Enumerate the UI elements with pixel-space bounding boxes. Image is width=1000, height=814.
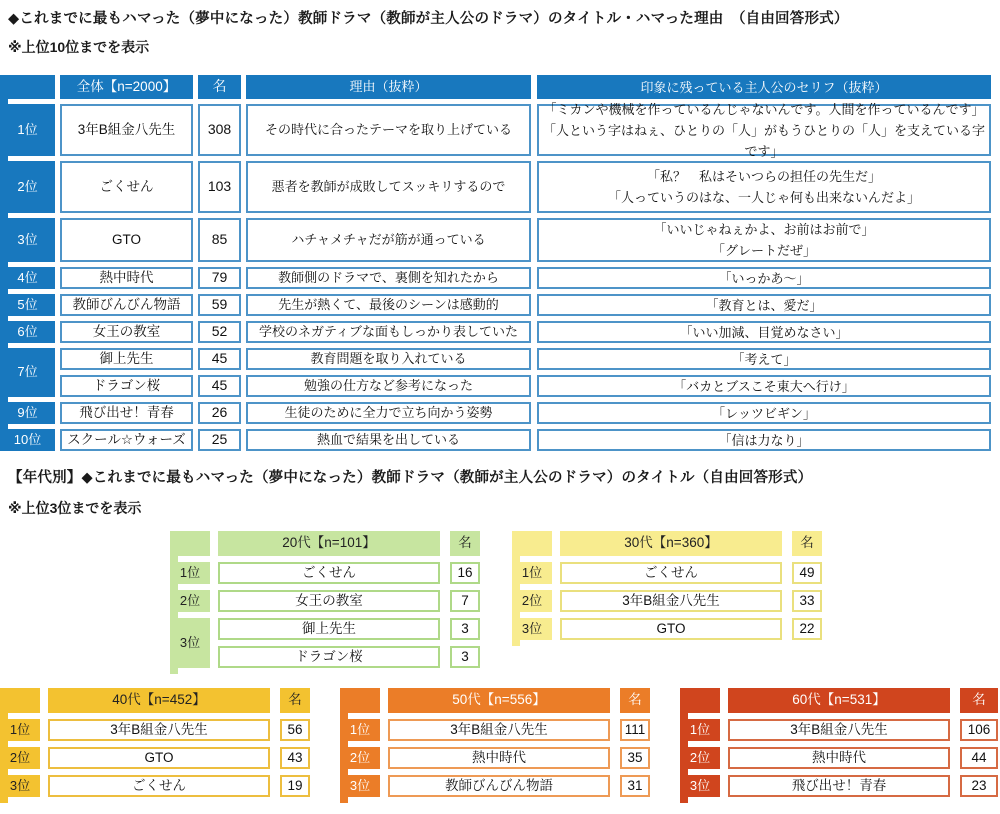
quote-cell xyxy=(537,267,991,289)
count-column-header: 名 xyxy=(960,688,998,713)
title-cell: GTO xyxy=(560,618,782,640)
quote-line: 「信は力なり」 xyxy=(718,432,810,448)
count-cell: 79 xyxy=(198,267,241,289)
quote-cell xyxy=(537,429,991,451)
table-row xyxy=(0,775,310,797)
quote-line: 「グレートだぜ」 xyxy=(711,243,816,258)
rank-column-header xyxy=(0,75,55,99)
count-cell: 22 xyxy=(792,618,822,640)
count-cell: 25 xyxy=(198,429,241,451)
title-cell: 御上先生 xyxy=(218,618,440,640)
rank-cell: 3位 xyxy=(170,618,210,668)
title-cell: スクール☆ウォーズ xyxy=(60,429,193,451)
rank-cell: 2位 xyxy=(170,590,210,612)
rank-cell: 2位 xyxy=(512,590,552,612)
count-cell: 19 xyxy=(280,775,310,797)
title-cell: 3年B組金八先生 xyxy=(48,719,270,741)
count-cell: 23 xyxy=(960,775,998,797)
group-column-header: 60代【n=531】 xyxy=(728,688,950,713)
title-cell: 3年B組金八先生 xyxy=(388,719,610,741)
tied-rank-rowgroup xyxy=(0,348,993,397)
quote-cell xyxy=(537,294,991,316)
header-row xyxy=(340,688,650,713)
table-row xyxy=(60,375,991,397)
rank-cell: 1位 xyxy=(0,104,55,156)
reason-cell: 生徒のために全力で立ち向かう姿勢 xyxy=(246,402,531,424)
table-row xyxy=(60,348,991,370)
title-cell: 御上先生 xyxy=(60,348,193,370)
count-cell: 85 xyxy=(198,218,241,262)
title-cell: 3年B組金八先生 xyxy=(60,104,193,156)
reason-cell: 教育問題を取り入れている xyxy=(246,348,531,370)
count-cell: 59 xyxy=(198,294,241,316)
rank-cell: 1位 xyxy=(512,562,552,584)
section1-note: ※上位10位までを表示 xyxy=(8,39,150,55)
rank-cell: 5位 xyxy=(0,294,55,316)
rank-cell: 2位 xyxy=(0,747,40,769)
group-column-header: 40代【n=452】 xyxy=(48,688,270,713)
count-cell: 31 xyxy=(620,775,650,797)
rank-cell: 3位 xyxy=(340,775,380,797)
rank-cell: 3位 xyxy=(680,775,720,797)
table-row xyxy=(218,618,480,640)
table-row xyxy=(680,747,998,769)
count-cell: 45 xyxy=(198,348,241,370)
reason-cell: その時代に合ったテーマを取り上げている xyxy=(246,104,531,156)
table-row xyxy=(0,294,993,316)
reason-cell: ハチャメチャだが筋が通っている xyxy=(246,218,531,262)
table-row xyxy=(340,775,650,797)
count-column-header: 名 xyxy=(198,75,241,99)
table-row xyxy=(0,101,993,159)
rank-cell: 1位 xyxy=(340,719,380,741)
count-cell: 7 xyxy=(450,590,480,612)
title-cell: ごくせん xyxy=(60,161,193,213)
count-cell: 106 xyxy=(960,719,998,741)
group-column-header: 30代【n=360】 xyxy=(560,531,782,556)
title-cell: 3年B組金八先生 xyxy=(560,590,782,612)
rank-cell: 7位 xyxy=(0,348,55,397)
count-cell: 52 xyxy=(198,321,241,343)
reason-cell: 熱血で結果を出している xyxy=(246,429,531,451)
reason-cell: 教師側のドラマで、裏側を知れたから xyxy=(246,267,531,289)
rank-cell: 2位 xyxy=(340,747,380,769)
title-cell: GTO xyxy=(60,218,193,262)
age50-ranking-table xyxy=(340,688,650,803)
title-cell: 飛び出せ！青春 xyxy=(728,775,950,797)
section2-note: ※上位3位までを表示 xyxy=(8,500,142,516)
table-row xyxy=(512,562,822,584)
quote-cell xyxy=(537,348,991,370)
count-cell: 43 xyxy=(280,747,310,769)
quote-line: 「人っていうのはな、一人じゃ何も出来ないんだよ」 xyxy=(607,190,920,205)
quote-line: 「いっかあ～」 xyxy=(718,270,810,286)
reason-cell: 悪者を教師が成敗してスッキリするので xyxy=(246,161,531,213)
header-row xyxy=(0,688,310,713)
quote-line: 「レッツビギン」 xyxy=(712,405,816,421)
section2-title: 【年代別】◆これまでに最もハマった（夢中になった）教師ドラマ（教師が主人公のドラマ）のタイトル（自由回答形式） xyxy=(8,470,813,486)
section1-title: ◆これまでに最もハマった（夢中になった）教師ドラマ（教師が主人公のドラマ）のタイトル・ハマった理由 （自由回答形式） xyxy=(8,11,849,27)
count-cell: 56 xyxy=(280,719,310,741)
count-column-header: 名 xyxy=(620,688,650,713)
count-cell: 3 xyxy=(450,618,480,640)
rank-column-header xyxy=(340,688,380,713)
quote-cell xyxy=(537,402,991,424)
quote-cell xyxy=(537,101,991,159)
table-row xyxy=(0,429,993,451)
table-row xyxy=(170,590,480,612)
reason-cell: 学校のネガティブな面もしっかり表していた xyxy=(246,321,531,343)
header-row xyxy=(0,75,993,99)
age30-ranking-table xyxy=(512,531,822,646)
quote-line: 「いい加減、目覚めなさい」 xyxy=(679,324,849,340)
age40-ranking-table xyxy=(0,688,310,803)
quote-line: 「考えて」 xyxy=(731,351,797,367)
title-cell: 熱中時代 xyxy=(388,747,610,769)
table-row xyxy=(512,590,822,612)
table-row xyxy=(218,646,480,668)
table-row xyxy=(680,719,998,741)
rank-cell: 4位 xyxy=(0,267,55,289)
rank-column-header xyxy=(0,688,40,713)
count-cell: 111 xyxy=(620,719,650,741)
quote-cell xyxy=(537,218,991,262)
rank-cell: 9位 xyxy=(0,402,55,424)
rank-cell: 3位 xyxy=(512,618,552,640)
title-cell: 教師びんびん物語 xyxy=(60,294,193,316)
quote-line: 「いいじゃねぇかよ、お前はお前で」 xyxy=(653,222,875,237)
rank-cell: 3位 xyxy=(0,218,55,262)
count-cell: 308 xyxy=(198,104,241,156)
group-column-header: 50代【n=556】 xyxy=(388,688,610,713)
rank-cell: 6位 xyxy=(0,321,55,343)
quote-line: 「ミカンや機械を作っているんじゃないんです。人間を作っているんです」 xyxy=(543,101,985,117)
table-row xyxy=(0,218,993,262)
reason-column-header: 理由（抜粋） xyxy=(246,75,531,99)
reason-cell: 先生が熱くて、最後のシーンは感動的 xyxy=(246,294,531,316)
group-column-header: 20代【n=101】 xyxy=(218,531,440,556)
rank-cell: 3位 xyxy=(0,775,40,797)
quote-cell xyxy=(537,375,991,397)
overall-ranking-table xyxy=(0,75,993,451)
table-row xyxy=(512,618,822,640)
title-cell: 飛び出せ！青春 xyxy=(60,402,193,424)
quote-cell xyxy=(537,161,991,213)
rank-column-header xyxy=(512,531,552,556)
rank-cell: 2位 xyxy=(0,161,55,213)
table-row xyxy=(0,267,993,289)
count-cell: 3 xyxy=(450,646,480,668)
quote-cell xyxy=(537,321,991,343)
count-cell: 45 xyxy=(198,375,241,397)
rank-cell: 1位 xyxy=(170,562,210,584)
title-cell: ドラゴン桜 xyxy=(60,375,193,397)
table-row xyxy=(170,562,480,584)
title-cell: ドラゴン桜 xyxy=(218,646,440,668)
quote-line: 「人という字はねぇ、ひとりの「人」がもうひとりの「人」を支えている字です」 xyxy=(542,122,985,159)
quote-line: 「私？ 私はそいつらの担任の先生だ」 xyxy=(646,169,881,184)
rank-column-header xyxy=(680,688,720,713)
quote-line: 「バカとブスこそ東大へ行け」 xyxy=(673,378,855,394)
table-row xyxy=(0,719,310,741)
quote-column-header: 印象に残っている主人公のセリフ（抜粋） xyxy=(537,75,991,99)
rank-cell: 10位 xyxy=(0,429,55,451)
title-cell: 教師びんびん物語 xyxy=(388,775,610,797)
table-row xyxy=(340,747,650,769)
count-cell: 26 xyxy=(198,402,241,424)
reason-cell: 勉強の仕方など参考になった xyxy=(246,375,531,397)
count-column-header: 名 xyxy=(450,531,480,556)
table-row xyxy=(340,719,650,741)
tied-rank-rowgroup xyxy=(170,618,480,668)
title-cell: 3年B組金八先生 xyxy=(728,719,950,741)
group-column-header: 全体【n=2000】 xyxy=(60,75,193,99)
header-row xyxy=(170,531,480,556)
rank-cell: 1位 xyxy=(680,719,720,741)
title-cell: GTO xyxy=(48,747,270,769)
count-cell: 16 xyxy=(450,562,480,584)
table-row xyxy=(0,747,310,769)
quote-line: 「教育とは、愛だ」 xyxy=(705,297,823,313)
title-cell: ごくせん xyxy=(218,562,440,584)
title-cell: ごくせん xyxy=(560,562,782,584)
title-cell: 熱中時代 xyxy=(728,747,950,769)
count-cell: 44 xyxy=(960,747,998,769)
header-row xyxy=(680,688,998,713)
title-cell: 女王の教室 xyxy=(218,590,440,612)
table-row xyxy=(680,775,998,797)
rank-cell: 1位 xyxy=(0,719,40,741)
count-cell: 35 xyxy=(620,747,650,769)
count-column-header: 名 xyxy=(280,688,310,713)
header-row xyxy=(512,531,822,556)
count-cell: 103 xyxy=(198,161,241,213)
count-column-header: 名 xyxy=(792,531,822,556)
count-cell: 33 xyxy=(792,590,822,612)
table-row xyxy=(0,321,993,343)
title-cell: ごくせん xyxy=(48,775,270,797)
rank-cell: 2位 xyxy=(680,747,720,769)
title-cell: 女王の教室 xyxy=(60,321,193,343)
table-row xyxy=(0,161,993,213)
title-cell: 熱中時代 xyxy=(60,267,193,289)
rank-column-header xyxy=(170,531,210,556)
table-row xyxy=(0,402,993,424)
count-cell: 49 xyxy=(792,562,822,584)
age20-ranking-table xyxy=(170,531,480,674)
age60-ranking-table xyxy=(680,688,998,803)
